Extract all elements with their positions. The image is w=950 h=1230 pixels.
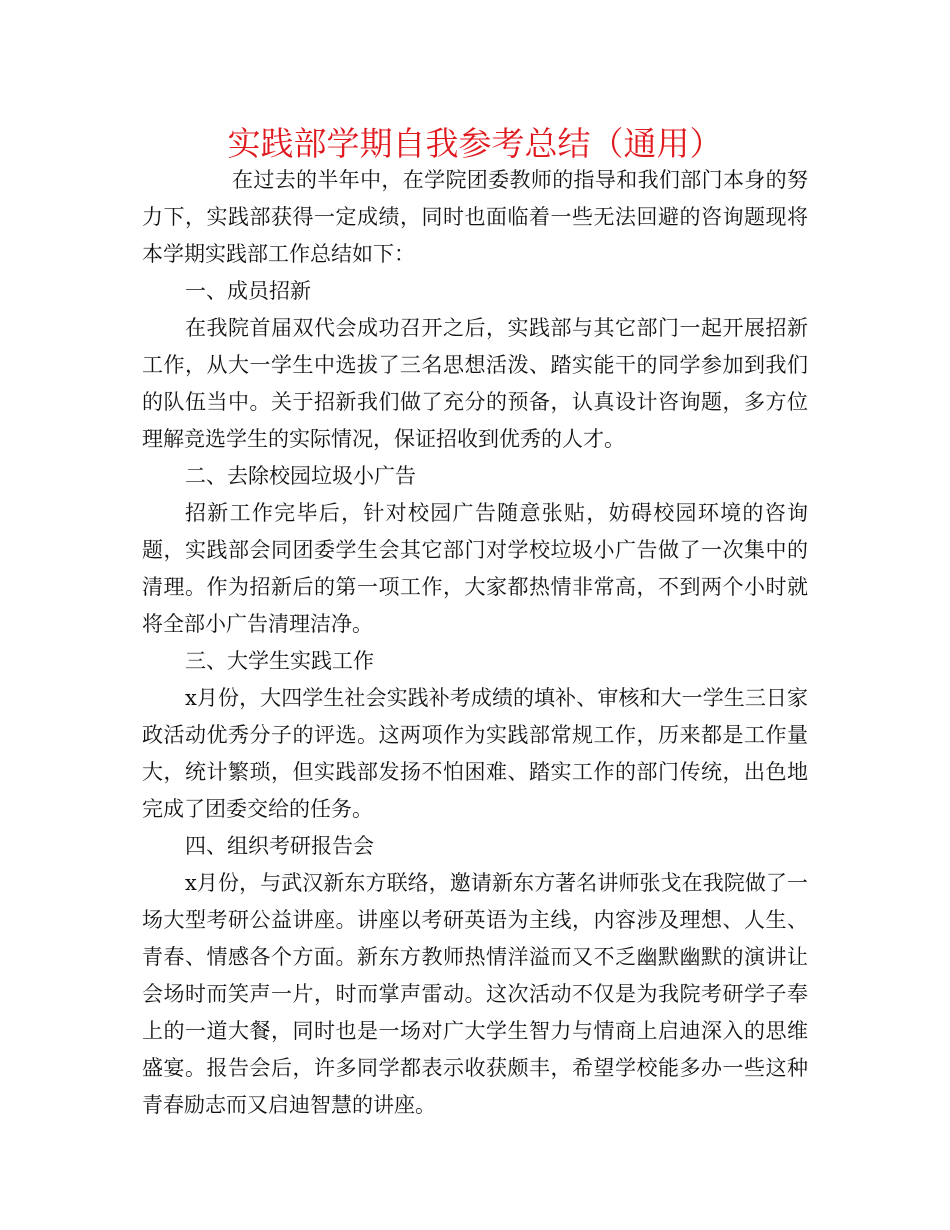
paragraph-recruitment: 在我院首届双代会成功召开之后，实践部与其它部门一起开展招新工作，从大一学生中选拔了三名思想活泼、踏实能干的同学参加到我们的队伍当中。关于招新我们做了充分的预备，认真设计咨询题，多方位理解竞选学生的实际情况，保证招收到优秀的人才。 (142, 316, 808, 451)
section-heading-student-practice: 三、大学生实践工作 (185, 649, 374, 673)
section-heading-recruitment: 一、成员招新 (185, 279, 311, 303)
section-heading-exam-lecture: 四、组织考研报告会 (185, 834, 374, 858)
section-heading-ad-cleanup: 二、去除校园垃圾小广告 (185, 464, 416, 488)
paragraph-ad-cleanup: 招新工作完毕后，针对校园广告随意张贴，妨碍校园环境的咨询题，实践部会同团委学生会其它部门对学校垃圾小广告做了一次集中的清理。作为招新后的第一项工作，大家都热情非常高，不到两个小时就将全部小广告清理洁净。 (142, 501, 808, 636)
intro-paragraph: 在过去的半年中，在学院团委教师的指导和我们部门本身的努力下，实践部获得一定成绩，同时也面临着一些无法回避的咨询题现将本学期实践部工作总结如下： (142, 168, 808, 266)
paragraph-exam-lecture: x月份，与武汉新东方联络，邀请新东方著名讲师张戈在我院做了一场大型考研公益讲座。讲座以考研英语为主线，内容涉及理想、人生、青春、情感各个方面。新东方教师热情洋溢而又不乏幽默幽默的演讲让会场时而笑声一片，时而掌声雷动。这次活动不仅是为我院考研学子奉上的一道大餐，同时也是一场对广大学生智力与情商上启迪深入的思维盛宴。报告会后，许多同学都表示收获颇丰，希望学校能多办一些这种青春励志而又启迪智慧的讲座。 (142, 871, 808, 1117)
paragraph-student-practice: x月份，大四学生社会实践补考成绩的填补、审核和大一学生三日家政活动优秀分子的评选。这两项作为实践部常规工作，历来都是工作量大，统计繁琐，但实践部发扬不怕困难、踏实工作的部门传统，出色地完成了团委交给的任务。 (142, 686, 808, 821)
document-title: 实践部学期自我参考总结（通用） (227, 124, 723, 163)
document-body (142, 162, 808, 1124)
